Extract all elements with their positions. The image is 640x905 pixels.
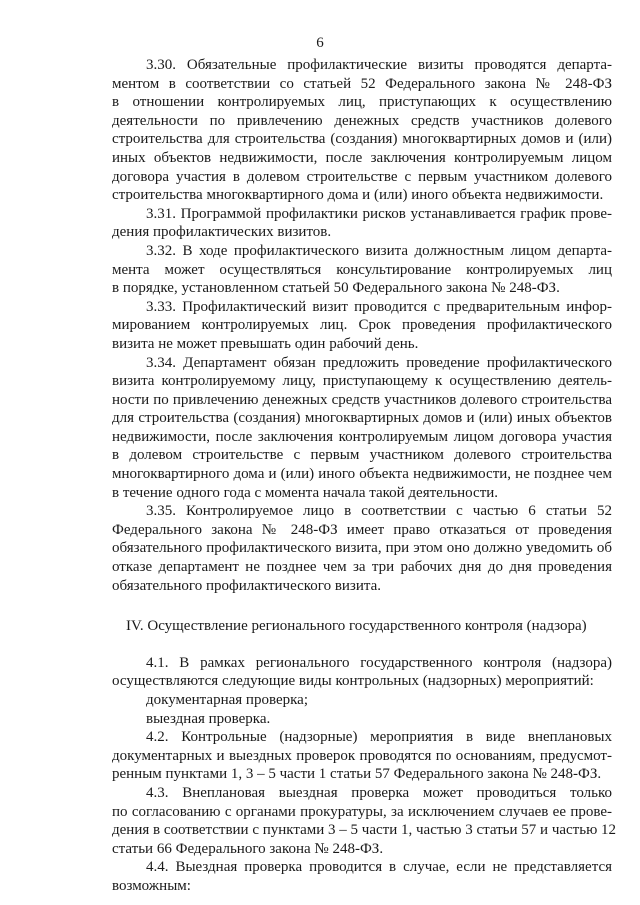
text-line: визита не может превышать один рабочий день. (112, 335, 419, 352)
section-4-paragraphs (112, 654, 617, 896)
text-line: статьи 66 Федерального закона № 248-ФЗ. (112, 840, 384, 857)
text-line: 4.4. Выездная проверка проводится в случае, если не представляется (146, 859, 612, 876)
text-line: деятельности по привлечению денежных средств участников долевого (112, 112, 612, 129)
text-line: 3.31. Программой профилактики рисков устанавливается график прове- (146, 205, 612, 222)
text-line: договора участия в долевом строительстве с первым участником долевого (112, 168, 612, 185)
text-line: документарных и выездных проверок проводятся по основаниям, предусмот- (112, 747, 612, 764)
paragraph-p330 (112, 56, 612, 205)
text-line: осуществляются следующие виды контрольных (надзорных) мероприятий: (112, 673, 594, 690)
paragraph-p334 (112, 354, 612, 503)
text-line: возможным: (112, 877, 191, 894)
text-line: 3.35. Контролируемое лицо в соответствии с частью 6 статьи 52 (146, 503, 612, 520)
paragraph-p333 (112, 298, 612, 354)
paragraph-p335 (112, 502, 612, 595)
paragraph-p332 (112, 242, 612, 298)
text-line: мированием контролируемых лиц. Срок проведения профилактического (112, 317, 612, 334)
text-line: 3.34. Департамент обязан предложить проведение профилактического (146, 354, 612, 371)
text-line: в отношении контролируемых лиц, приступающих к осуществлению (112, 94, 612, 111)
text-line: строительства для строительства (создания) многоквартирных домов и (или) (112, 131, 612, 148)
text-line: обязательного профилактического визита. (112, 577, 382, 594)
text-line: Федерального закона № 248-ФЗ имеет право отказаться от проведения (112, 521, 612, 538)
text-line: ментом в соответствии со статьей 52 Федерального закона № 248-ФЗ (112, 75, 612, 92)
text-line: многоквартирного дома и (или) иного объекта недвижимости, не позднее чем (112, 466, 612, 483)
text-line: мента может осуществляться консультирование контролируемых лиц (112, 261, 612, 278)
paragraph-p41b (112, 710, 612, 729)
text-line: 3.33. Профилактический визит проводится с предварительным инфор- (146, 298, 612, 315)
text-line: обязательного профилактического визита, при этом оно должно уведомить об (112, 540, 612, 557)
text-line: дения профилактических визитов. (112, 224, 332, 241)
paragraph-p331 (112, 205, 612, 242)
paragraph-p44 (112, 858, 612, 895)
text-line: 3.32. В ходе профилактического визита должностным лицом департа- (146, 242, 612, 259)
text-line: в долевом строительстве с первым участником долевого строительства (112, 447, 612, 464)
text-line: в течение одного года с момента начала такой деятельности. (112, 484, 499, 501)
text-line: для строительства (создания) многоквартирных домов и (или) иных объектов (112, 410, 612, 427)
text-line: недвижимости, после заключения контролируемым лицом договора участия (112, 428, 612, 445)
text-line: 3.30. Обязательные профилактические визиты проводятся департа- (146, 57, 612, 73)
text-line: отказе департамент не позднее чем за три рабочих дня до дня проведения (112, 559, 612, 576)
text-line: по согласованию с органами прокуратуры, за исключением случаев ее прове- (112, 803, 612, 820)
text-line: иных объектов недвижимости, после заключения контролируемым лицом (112, 149, 612, 166)
paragraph-p41a (112, 691, 612, 710)
text-line: 4.3. Внеплановая выездная проверка может проводиться только (146, 784, 612, 801)
text-line: 4.2. Контрольные (надзорные) мероприятия в виде внеплановых (146, 729, 612, 746)
text-line: документарная проверка; (146, 692, 308, 708)
text-line: 4.1. В рамках регионального государственного контроля (надзора) (146, 654, 612, 671)
document-body (112, 56, 617, 896)
text-line: визита контролируемому лицу, приступающему к осуществлению деятель- (112, 373, 612, 390)
section-3-paragraphs (112, 56, 612, 595)
text-line: строительства многоквартирного дома и (или) иного объекта недвижимости. (112, 187, 604, 204)
text-line: дения в соответствии с пунктами 3 – 5 части 1, частью 3 статьи 57 и частью 12 (112, 822, 617, 839)
text-line: ренным пунктами 1, 3 – 5 части 1 статьи 57 Федерального закона № 248-ФЗ. (112, 766, 602, 783)
text-line: выездная проверка. (146, 710, 271, 727)
paragraph-p43 (112, 784, 617, 858)
text-line: в порядке, установленном статьей 50 Федерального закона № 248-ФЗ. (112, 280, 560, 297)
paragraph-p42 (112, 728, 612, 784)
page-number: 6 (316, 35, 324, 51)
paragraph-p41 (112, 654, 612, 691)
section-heading: IV. Осуществление регионального государственного контроля (надзора) (126, 618, 587, 635)
text-line: ности по привлечению денежных средств участников долевого строительства (112, 391, 612, 408)
